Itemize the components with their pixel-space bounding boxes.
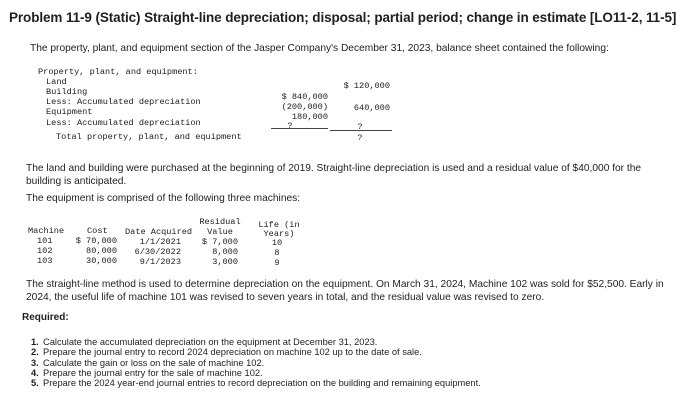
machine-101-id: 101 (37, 236, 53, 246)
required-list (31, 337, 481, 388)
th-machine: Machine (28, 226, 65, 236)
machine-101-life: 10 (271, 238, 283, 248)
bs-equipment-net: ? (357, 122, 363, 132)
bs-label-total: Total property, plant, and equipment (56, 132, 242, 142)
bs-equipment-cost: 180,000 (291, 112, 328, 122)
machine-102-date: 6/30/2022 (134, 247, 181, 257)
machine-102-cost: 80,000 (86, 246, 117, 256)
bs-land-total: $ 120,000 (343, 81, 390, 91)
bs-label-land: Land (46, 77, 67, 87)
required-item: 5. Prepare the 2024 year-end journal entries to record depreciation on the building and remaining equipment. (31, 378, 481, 389)
bs-label-equipment-accum: Less: Accumulated depreciation (46, 118, 201, 128)
balance-sheet-heading: Property, plant, and equipment: (38, 67, 198, 77)
machine-101-date: 1/1/2021 (139, 237, 181, 247)
machine-102-residual: 8,000 (212, 247, 238, 257)
machine-103-id: 103 (37, 256, 53, 266)
th-life-bottom: Years) (263, 229, 295, 239)
th-date: Date Acquired (125, 227, 193, 237)
th-life-top: Life (in (258, 220, 300, 230)
required-item: 3. Calculate the gain or loss on the sale of machine 102. (31, 357, 265, 368)
bs-building-accum: (200,000) (281, 102, 328, 112)
bs-label-equipment: Equipment (46, 107, 93, 117)
bs-label-building-accum: Less: Accumulated depreciation (46, 97, 201, 107)
bs-building-cost: $ 840,000 (281, 92, 328, 102)
machine-102-life: 8 (274, 248, 280, 258)
machine-101-residual: $ 7,000 (201, 237, 238, 247)
machine-102-id: 102 (37, 246, 53, 256)
machine-103-residual: 3,000 (212, 257, 238, 267)
th-residual-bottom: Value (207, 227, 233, 237)
bs-total: ? (357, 133, 363, 143)
required-item: 4. Prepare the journal entry for the sale of machine 102. (31, 367, 263, 378)
method-text: The straight-line method is used to determine depreciation on the equipment. On March 31, 2024, Machine 102 was sold for $52,500. Early in 2024, the useful life of machine 101 was revised to seven years in total, and the residual value was revised to zero. (26, 279, 664, 303)
problem-title: Problem 11-9 (Static) Straight-line depreciation; disposal; partial period; change in estimate [LO11-2, 11-5] (9, 10, 677, 25)
machine-103-life: 9 (274, 258, 280, 268)
required-heading: Required: (22, 312, 69, 323)
bs-equipment-accum: ? (287, 121, 293, 131)
intro-text: The property, plant, and equipment section of the Jasper Company's December 31, 2023, balance sheet contained the following: (30, 43, 609, 54)
machine-103-cost: 30,000 (86, 256, 117, 266)
machine-101-cost: $ 70,000 (75, 236, 117, 246)
equipment-intro: The equipment is comprised of the following three machines: (26, 193, 301, 204)
required-item: 1. Calculate the accumulated depreciation on the equipment at December 31, 2023. (31, 337, 378, 347)
th-residual-top: Residual (199, 217, 241, 227)
bs-rule-col1 (271, 128, 328, 129)
th-cost: Cost (87, 226, 108, 236)
bs-rule-col2 (330, 130, 392, 131)
required-item: 2. Prepare the journal entry to record 2024 depreciation on machine 102 up to the date of sale. (31, 347, 422, 358)
machine-103-date: 9/1/2023 (139, 257, 181, 267)
land-building-text: The land and building were purchased at the beginning of 2019. Straight-line depreciation is used and a residual value of $40,000 for the building is anticipated. (26, 163, 642, 187)
bs-label-building: Building (46, 87, 88, 97)
bs-building-net: 640,000 (353, 103, 390, 113)
